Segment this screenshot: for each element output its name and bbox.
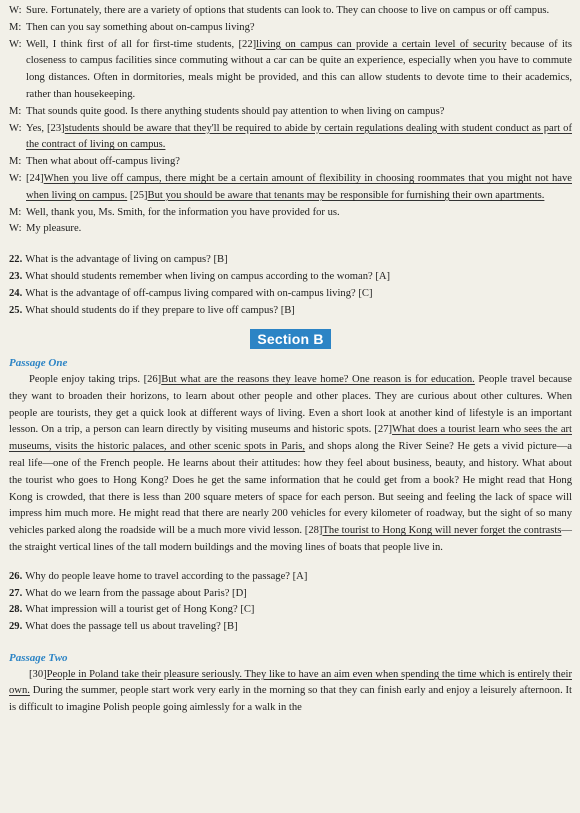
text-segment: Well, thank you, Ms. Smith, for the information you have provided for us.: [26, 206, 340, 218]
text-segment: [30]: [29, 668, 47, 680]
text-segment: My pleasure.: [26, 223, 82, 235]
passage-two-title: Passage Two: [9, 651, 68, 664]
dialogue-line: [9, 154, 572, 171]
underlined-answer-text: But what are the reasons they leave home? One reason is for education.: [161, 373, 475, 385]
text-segment: Yes, [23]: [26, 122, 65, 134]
speech-text: [26, 104, 572, 121]
question-item: [9, 619, 572, 636]
text-segment: Well, I think first of all for first-time students, [22]: [26, 38, 257, 50]
question-number: 26.: [9, 570, 23, 582]
speech-text: [26, 154, 572, 171]
text-segment: Sure. Fortunately, there are a variety of options that students can look to. They can choose to live on campus or off campus.: [26, 5, 550, 16]
question-number: 22.: [9, 254, 23, 266]
passage-two-body: [9, 667, 572, 717]
text-segment: [24]: [26, 172, 44, 184]
speaker-label: M:: [9, 21, 22, 33]
dialogue-transcript: [9, 3, 572, 238]
underlined-answer-text: living on campus can provide a certain level of security: [256, 38, 507, 50]
underlined-answer-text: The tourist to Hong Kong will never forget the contrasts: [322, 525, 562, 537]
text-segment: Then can you say something about on-campus living?: [26, 21, 255, 33]
text-segment: That sounds quite good. Is there anything students should pay attention to when living on campus?: [26, 105, 445, 117]
question-list-22-25: [9, 252, 572, 319]
question-text: Why do people leave home to travel according to the passage? [A]: [25, 570, 308, 582]
question-text: What is the advantage of off-campus living compared with on-campus living? [C]: [25, 287, 373, 299]
speaker-label: M:: [9, 156, 22, 168]
question-text: What impression will a tourist get of Hong Kong? [C]: [25, 604, 255, 616]
speech-text: [26, 37, 572, 104]
text-segment: and shops along the River Seine? He gets a vivid picture—a real life—one of the French people. He learns about their attitudes: how they feel about business, beauty, and history. What about the tourist who goes to Hong Kong? Does he get the same information that he could get from a book? He might read that Hong Kong is crowded, that there is less than 200 square meters of space for each person. But seeing and feeling the lack of space will impress him much more. He might read that there are nearly 200 vehicles for every kilometer of roadway, but the sight of so many vehicles parked along the roadside will be a much more vivid lesson. [28]: [9, 441, 572, 537]
dialogue-line: [9, 37, 572, 104]
text-segment: During the summer, people start work very early in the morning so that they can finish early and enjoy a leisurely afternoon. It is difficult to imagine Polish people going aimlessly for a walk in the: [9, 685, 572, 714]
dialogue-line: [9, 3, 572, 20]
question-number: 23.: [9, 270, 23, 282]
question-text: What should students remember when living on campus according to the woman? [A]: [25, 270, 391, 282]
text-segment: Then what about off-campus living?: [26, 156, 180, 168]
question-number: 28.: [9, 604, 23, 616]
dialogue-line: [9, 104, 572, 121]
question-list-26-29: [9, 569, 572, 636]
speech-text: [26, 3, 572, 20]
text-segment: People enjoy taking trips. [26]: [29, 373, 162, 385]
text-segment: —the straight vertical lines of the tall modern buildings and the moving lines of boats that people live in.: [9, 525, 572, 553]
question-item: [9, 303, 572, 320]
speech-text: [26, 221, 572, 238]
question-item: [9, 602, 572, 619]
text-segment: [25]: [127, 189, 148, 201]
section-b-header: [9, 329, 572, 351]
underlined-answer-text: What does a tourist learn who sees the art museums, visits the historic palaces, and other scenic spots in Paris,: [9, 424, 572, 453]
dialogue-line: [9, 20, 572, 37]
question-text: What do we learn from the passage about Paris? [D]: [25, 587, 247, 599]
speaker-label: W:: [9, 223, 22, 235]
speaker-label: M:: [9, 206, 22, 218]
question-number: 25.: [9, 304, 23, 316]
speech-text: [26, 121, 572, 155]
question-item: [9, 252, 572, 269]
underlined-answer-text: People in Poland take their pleasure seriously. They like to have an aim even when spending the time which is entirely their own.: [9, 668, 572, 697]
speaker-label: W:: [9, 172, 22, 184]
question-item: [9, 269, 572, 286]
text-segment: People travel because they want to broaden their horizons, to learn about other people and other places. They are curious about other cultures. When people are tourists, they get a quick look at different ways of living. Even a short look at another kind of lifestyle is an important lesson. On a trip, a person can learn directly by visiting museums and historic spots. [27]: [9, 373, 572, 436]
question-text: What does the passage tell us about traveling? [B]: [25, 621, 238, 633]
question-item: [9, 286, 572, 303]
question-text: What should students do if they prepare to live off campus? [B]: [25, 304, 295, 316]
dialogue-line: [9, 205, 572, 222]
speech-text: [26, 20, 572, 37]
question-number: 27.: [9, 587, 23, 599]
speaker-label: W:: [9, 122, 22, 134]
dialogue-line: [9, 171, 572, 205]
dialogue-line: [9, 121, 572, 155]
underlined-answer-text: But you should be aware that tenants may be responsible for furnishing their own apartments.: [147, 189, 545, 201]
speech-text: [26, 205, 572, 222]
question-item: [9, 586, 572, 603]
passage-one-title: Passage One: [9, 357, 68, 370]
question-number: 29.: [9, 621, 23, 633]
question-item: [9, 569, 572, 586]
underlined-answer-text: When you live off campus, there might be a certain amount of flexibility in choosing roommates that you might not have when living on campus.: [26, 172, 572, 201]
section-b-label: Section B: [250, 329, 330, 349]
speaker-label: W:: [9, 5, 22, 16]
dialogue-line: [9, 221, 572, 238]
speech-text: [26, 171, 572, 205]
question-number: 24.: [9, 287, 23, 299]
text-segment: because of its closeness to campus facilities since commuting without a car can be quite an experience, especially when you have to commute long distances. Often in dormitories, meals might be provided, and this can allow students to devote time to their academics, rather than housekeeping.: [26, 38, 573, 100]
question-text: What is the advantage of living on campus? [B]: [25, 254, 228, 266]
underlined-answer-text: students should be aware that they'll be required to abide by certain regulations dealing with student conduct as part of the contract of living on campus.: [26, 122, 572, 151]
speaker-label: W:: [9, 38, 22, 50]
passage-one-body: [9, 372, 572, 557]
speaker-label: M:: [9, 105, 22, 117]
